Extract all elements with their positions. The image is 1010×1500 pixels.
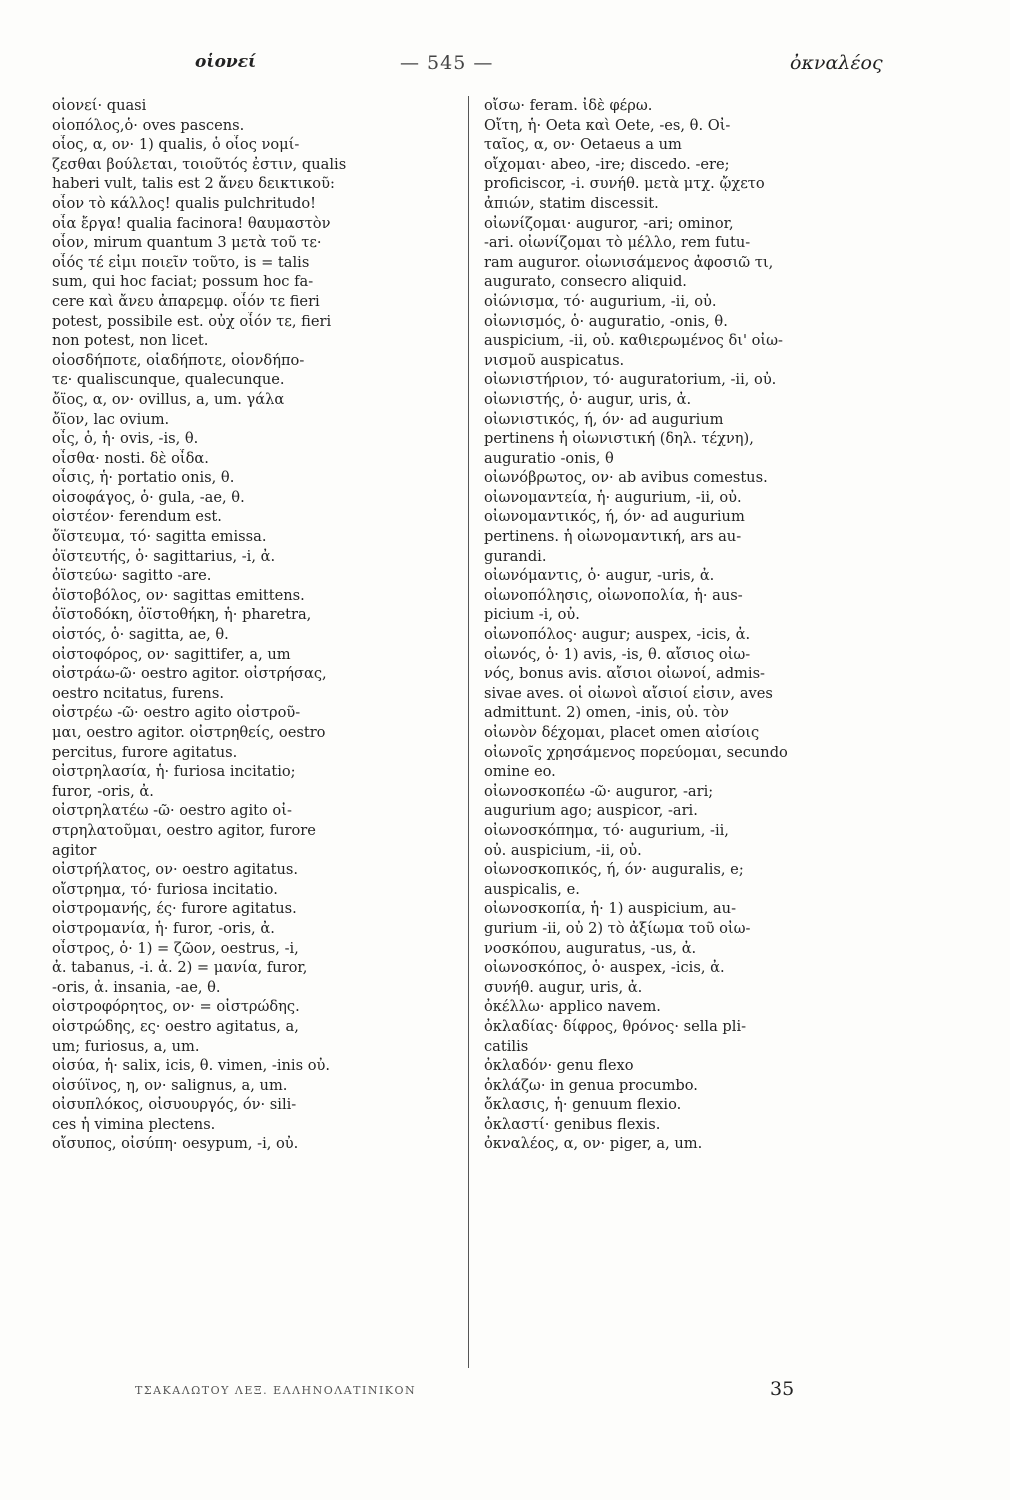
dictionary-line: -oris, ἀ. insania, -ae, θ. xyxy=(52,978,221,996)
dictionary-line: οἰσύϊνος, η, ον· salignus, a, um. xyxy=(52,1076,288,1094)
dictionary-line: ὄϊος, α, ον· ovillus, a, um. γάλα xyxy=(52,390,285,408)
dictionary-line: οἰωνοπόλησις, οἰωνοπολία, ἡ· aus- xyxy=(484,586,743,604)
dictionary-line: omine eo. xyxy=(484,763,556,781)
dictionary-line: οἰστράω-ῶ· oestro agitor. οἰστρήσας, xyxy=(52,665,327,683)
dictionary-line: οἶσις, ἡ· portatio onis, θ. xyxy=(52,469,235,487)
dictionary-line: οἱοσδήποτε, οἱαδήποτε, οἱονδήπο- xyxy=(52,351,305,369)
dictionary-line: ζεσθαι βούλεται, τοιοῦτός ἐστιν, qualis xyxy=(52,155,347,173)
dictionary-line: ὀκλαδίας· δίφρος, θρόνος· sella pli- xyxy=(484,1017,747,1035)
dictionary-line: pertinens. ἡ οἰωνομαντική, ars au- xyxy=(484,528,742,546)
dictionary-line: cere καὶ ἄνευ ἀπαρεμφ. οἷόν τε fieri xyxy=(52,292,320,310)
dictionary-line: ram auguror. οἰωνισάμενος ἀφοσιῶ τι, xyxy=(484,253,774,271)
dictionary-line: οἰωνόμαντις, ὁ· augur, -uris, ἀ. xyxy=(484,567,715,585)
dictionary-line: οἰωνοσκοπικός, ή, όν· auguralis, e; xyxy=(484,861,744,879)
dictionary-line: haberi vult, talis est 2 ἄνευ δεικτικοῦ: xyxy=(52,175,335,193)
dictionary-line: οἷον, mirum quantum 3 μετὰ τοῦ τε· xyxy=(52,234,322,252)
dictionary-line: furor, -oris, ἀ. xyxy=(52,782,154,800)
footer-signature: ΤΣΑΚΑΛΩΤΟΥ ΛΕΞ. ΕΛΛΗΝΟΛΑΤΙΝΙΚΟΝ xyxy=(135,1384,417,1397)
dictionary-line: οἷον τὸ κάλλος! qualis pulchritudo! xyxy=(52,194,317,212)
page-header xyxy=(0,52,1010,82)
dictionary-line: ἀπιών, statim discessit. xyxy=(484,194,659,212)
dictionary-line: οἰσυπλόκος, οἰσυουργός, όν· sili- xyxy=(52,1096,297,1114)
column-divider xyxy=(468,96,469,1368)
dictionary-line: οἶς, ὁ, ἡ· ovis, -is, θ. xyxy=(52,430,199,448)
dictionary-line: οἰστρομανία, ἡ· furor, -oris, ἀ. xyxy=(52,919,275,937)
dictionary-line: οἷός τέ εἰμι ποιεῖν τοῦτο, is = talis xyxy=(52,253,310,271)
dictionary-line: νισμοῦ auspicatus. xyxy=(484,351,625,369)
dictionary-line: οἰστρηλασία, ἡ· furiosa incitatio; xyxy=(52,763,296,781)
dictionary-line: οἷος, α, ον· 1) qualis, ὁ οἷος νομί- xyxy=(52,136,300,154)
dictionary-line: um; furiosus, a, um. xyxy=(52,1037,200,1055)
dictionary-line: ὄϊστευμα, τό· sagitta emissa. xyxy=(52,528,267,546)
dictionary-line: οἰστός, ὁ· sagitta, ae, θ. xyxy=(52,626,229,644)
dictionary-line: οἰσοφάγος, ὁ· gula, -ae, θ. xyxy=(52,488,245,506)
left-column xyxy=(52,96,452,1366)
dictionary-line: ὀκλαστί· genibus flexis. xyxy=(484,1115,661,1133)
dictionary-line: οἰστρώδης, ες· oestro agitatus, a, xyxy=(52,1017,299,1035)
dictionary-line: -ari. οἰωνίζομαι τὸ μέλλο, rem futu- xyxy=(484,234,751,252)
header-guide-word-right: ὀκναλέος xyxy=(790,52,883,74)
dictionary-line: ὀκλάζω· in genua procumbo. xyxy=(484,1076,698,1094)
dictionary-line: sivae aves. οἱ οἰωνοὶ αἴσιοί εἰσιν, aves xyxy=(484,684,773,702)
dictionary-line: μαι, oestro agitor. οἰστρηθείς, oestro xyxy=(52,724,326,741)
dictionary-line: Οἴτη, ἡ· Oeta καὶ Oete, -es, θ. Οἰ- xyxy=(484,116,731,134)
dictionary-line: pertinens ἡ οἰωνιστική (δηλ. τέχνη), xyxy=(484,430,754,448)
dictionary-line: ὀκλαδόν· genu flexo xyxy=(484,1057,634,1075)
dictionary-line: οἰστρηλατέω -ῶ· oestro agito οἰ- xyxy=(52,802,292,820)
dictionary-line: οἱονεί· quasi xyxy=(52,97,147,114)
dictionary-line: οἰστοφόρος, ον· sagittifer, a, um xyxy=(52,645,291,663)
dictionary-line: οἰσύα, ἡ· salix, icis, θ. vimen, -inis οὐ. xyxy=(52,1057,331,1075)
dictionary-line: augurium ago; auspicor, -ari. xyxy=(484,802,698,820)
dictionary-line: ὄϊον, lac ovium. xyxy=(52,410,170,428)
dictionary-line: οἴσω· feram. ἰδὲ φέρω. xyxy=(484,97,653,114)
dictionary-line: στρηλατοῦμαι, oestro agitor, furore xyxy=(52,821,316,839)
dictionary-line: ταῖος, α, ον· Oetaeus a um xyxy=(484,136,682,154)
dictionary-line: οἰστροφόρητος, ον· = οἰστρώδης. xyxy=(52,998,300,1016)
dictionary-line: ὀκέλλω· applico navem. xyxy=(484,998,661,1016)
dictionary-line: τε· qualiscunque, qualecunque. xyxy=(52,371,285,389)
dictionary-line: οἰωνομαντεία, ἡ· augurium, -ii, οὐ. xyxy=(484,488,742,506)
header-guide-word-left: οἱονεί xyxy=(195,52,257,72)
dictionary-line: οἰωνοσκοπία, ἡ· 1) auspicium, au- xyxy=(484,900,737,918)
dictionary-line: picium -i, οὐ. xyxy=(484,606,580,624)
dictionary-line: οἰστρομανής, ές· furore agitatus. xyxy=(52,900,297,918)
dictionary-line: admittunt. 2) omen, -inis, οὐ. τὸν xyxy=(484,704,729,722)
dictionary-line: οἶσθα· nosti. δὲ οἶδα. xyxy=(52,449,209,467)
dictionary-line: percitus, furore agitatus. xyxy=(52,743,238,761)
dictionary-line: οἰωνιστικός, ή, όν· ad augurium xyxy=(484,410,724,428)
dictionary-line: oestro ncitatus, furens. xyxy=(52,684,224,702)
dictionary-line: auspicium, -ii, οὐ. καθιερωμένος δι' οἰω- xyxy=(484,332,783,350)
dictionary-line: ὀϊστοδόκη, ὀϊστοθήκη, ἡ· pharetra, xyxy=(52,606,312,624)
dictionary-line: οἰστέον· ferendum est. xyxy=(52,508,222,526)
dictionary-line: gurandi. xyxy=(484,547,547,565)
dictionary-line: agitor xyxy=(52,841,97,859)
dictionary-line: ἀ. tabanus, -i. ἀ. 2) = μανία, furor, xyxy=(52,959,308,977)
dictionary-line: gurium -ii, οὐ 2) τὸ ἀξίωμα τοῦ οἰω- xyxy=(484,919,751,937)
dictionary-line: οἰωνοσκόπημα, τό· augurium, -ii, xyxy=(484,821,729,839)
dictionary-line: οἱοπόλος,ὁ· oves pascens. xyxy=(52,116,245,134)
dictionary-line: οὐ. auspicium, -ii, οὐ. xyxy=(484,841,642,859)
dictionary-line: οἰστρέω -ῶ· oestro agito οἰστροῦ- xyxy=(52,704,301,722)
signature-number: 35 xyxy=(770,1378,795,1400)
dictionary-line: ὀκναλέος, α, ον· piger, a, um. xyxy=(484,1135,703,1153)
dictionary-line: ὀϊστοβόλος, ον· sagittas emittens. xyxy=(52,586,305,604)
dictionary-line: ὀϊστεύω· sagitto -are. xyxy=(52,567,212,585)
dictionary-line: ὀϊστευτής, ὁ· sagittarius, -i, ἀ. xyxy=(52,547,276,565)
dictionary-line: οἰωνισμός, ὁ· auguratio, -onis, θ. xyxy=(484,312,728,330)
dictionary-line: οἶστρος, ὁ· 1) = ζῶον, oestrus, -i, xyxy=(52,939,299,957)
dictionary-line: νός, bonus avis. αἴσιοι οἰωνοί, admis- xyxy=(484,665,765,683)
dictionary-line: οἰώνισμα, τό· augurium, -ii, οὐ. xyxy=(484,292,717,310)
dictionary-line: auspicalis, e. xyxy=(484,880,580,898)
dictionary-line: proficiscor, -i. συνήθ. μετὰ μτχ. ᾤχετο xyxy=(484,175,765,193)
dictionary-line: οἰωνοσκόπος, ὁ· auspex, -icis, ἀ. xyxy=(484,959,725,977)
dictionary-line: οἰωνοσκοπέω -ῶ· auguror, -ari; xyxy=(484,782,714,800)
dictionary-line: οἰωνοπόλος· augur; auspex, -icis, ἀ. xyxy=(484,626,751,644)
dictionary-line: οἷα ἔργα! qualia facinora! θαυμαστὸν xyxy=(52,214,331,232)
dictionary-line: οἰωνὸν δέχομαι, placet omen αἰσίοις xyxy=(484,724,760,741)
dictionary-line: οἴστρημα, τό· furiosa incitatio. xyxy=(52,880,278,898)
dictionary-line: συνήθ. augur, uris, ἀ. xyxy=(484,978,643,996)
dictionary-line: οἰωνίζομαι· auguror, -ari; ominor, xyxy=(484,214,734,232)
right-column xyxy=(484,96,888,1366)
dictionary-line: οἰωνομαντικός, ή, όν· ad augurium xyxy=(484,508,745,526)
dictionary-line: sum, qui hoc faciat; possum hoc fa- xyxy=(52,273,314,291)
dictionary-line: οἰωνιστήριον, τό· auguratorium, -ii, οὐ. xyxy=(484,371,777,389)
dictionary-line: οἴσυπος, οἰσύπη· oesypum, -i, οὐ. xyxy=(52,1135,299,1153)
dictionary-line: catilis xyxy=(484,1037,529,1055)
dictionary-line: potest, possibile est. οὐχ οἷόν τε, fieri xyxy=(52,312,332,330)
dictionary-line: ces ἡ vimina plectens. xyxy=(52,1115,216,1133)
dictionary-line: auguratio -onis, θ xyxy=(484,449,614,467)
dictionary-line: οἰστρήλατος, ον· oestro agitatus. xyxy=(52,861,299,879)
dictionary-line: οἰωνόβρωτος, ον· ab avibus comestus. xyxy=(484,469,768,487)
dictionary-line: ὄκλασις, ἡ· genuum flexio. xyxy=(484,1096,682,1114)
dictionary-line: οἴχομαι· abeo, -ire; discedo. -ere; xyxy=(484,155,730,173)
dictionary-line: νοσκόπου, auguratus, -us, ἀ. xyxy=(484,939,697,957)
dictionary-line: οἰωνός, ὁ· 1) avis, -is, θ. αἴσιος οἰω- xyxy=(484,645,751,663)
dictionary-line: οἰωνοῖς χρησάμενος πορεύομαι, secundo xyxy=(484,743,788,761)
dictionary-line: augurato, consecro aliquid. xyxy=(484,273,687,291)
dictionary-line: non potest, non licet. xyxy=(52,332,209,350)
dictionary-line: οἰωνιστής, ὁ· augur, uris, ἀ. xyxy=(484,390,692,408)
page-footer xyxy=(0,1378,1010,1408)
page-number: — 545 — xyxy=(400,52,494,74)
